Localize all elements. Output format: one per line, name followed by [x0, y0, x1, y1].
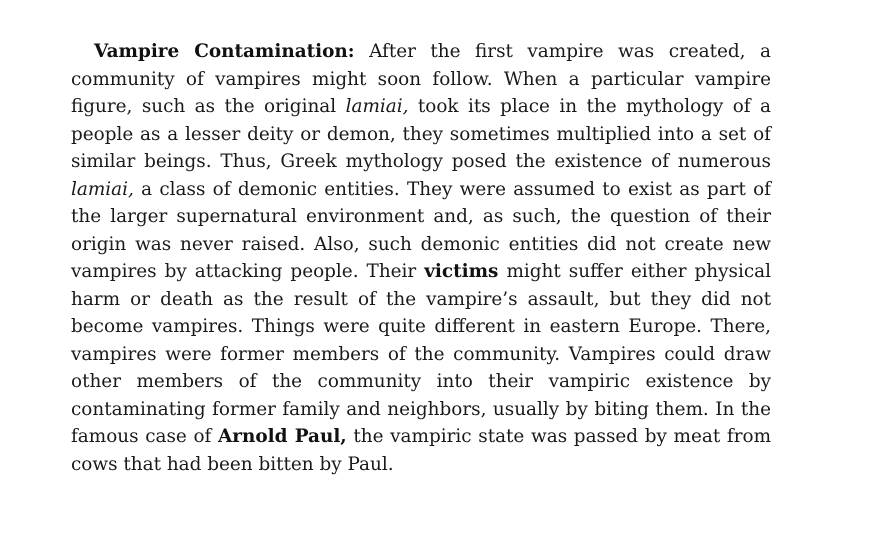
entry-heading: Vampire Contamination:: [94, 41, 355, 62]
entry-paragraph: [71, 38, 771, 478]
text-segment: might suffer either physical harm or death as the result of the vampire’s assault, but they did not become vampires. Things were quite different in eastern Europe. There, vampires were former members of the community. Vampires could draw other members of the community into their vampiric existence by contaminating former family and neighbors, usually by biting them. In the famous case of: [71, 261, 771, 447]
text-segment: the vampiric state was passed by meat from cows that had been bitten by Paul.: [71, 426, 772, 475]
text-segment: After the first vampire was created, a community of vampires might soon follow. When a particular vampire figure, such as the original: [71, 41, 771, 117]
text-segment: a class of demonic entities. They were assumed to exist as part of the larger supernatural environment and, as such, the question of their origin was never raised. Also, such demonic entities did not create new vampires by attacking people. Their: [71, 178, 771, 282]
italic-term-lamiai: lamiai,: [345, 96, 409, 117]
cross-reference-arnold-paul: Arnold Paul,: [218, 426, 347, 447]
text-segment: took its place in the mythology of a people as a lesser deity or demon, they sometimes multiplied into a set of similar beings. Thus, Greek mythology posed the existence of numerous: [71, 96, 772, 172]
italic-term-lamiai: lamiai,: [71, 178, 134, 200]
document-page: [71, 38, 771, 478]
cross-reference-victims: victims: [424, 261, 499, 282]
